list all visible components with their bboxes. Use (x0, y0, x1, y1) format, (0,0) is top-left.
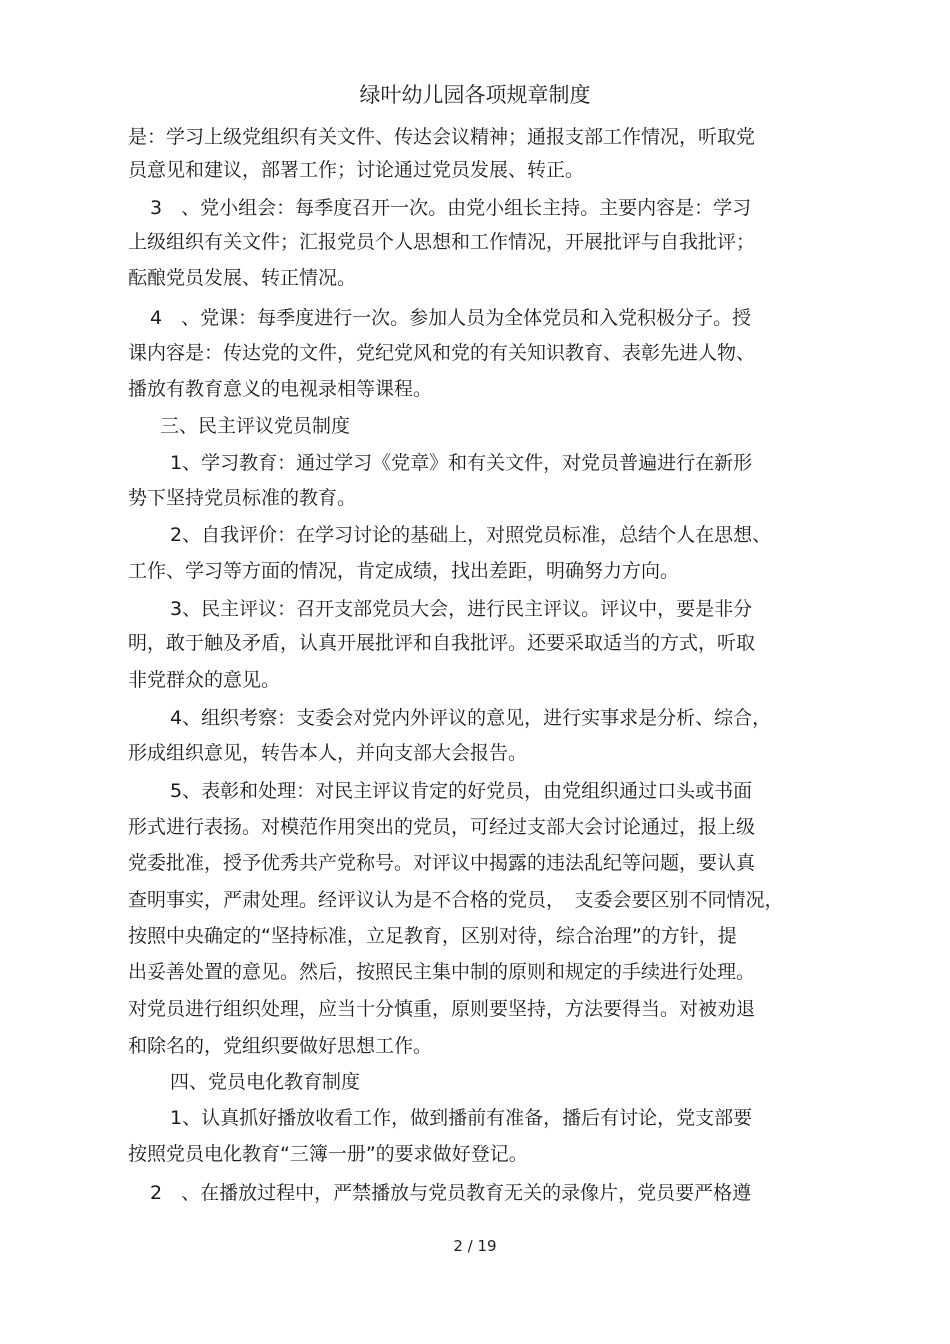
body-line: 明，敢于触及矛盾，认真开展批评和自我批评。还要采取适当的方式，听取 (128, 632, 756, 654)
body-line: 势下坚持党员标准的教育。 (128, 487, 357, 509)
page-number: 2 / 19 (453, 1237, 497, 1255)
body-line: 播放有教育意义的电视录相等课程。 (128, 378, 433, 400)
document-title: 绿叶幼儿园各项规章制度 (359, 83, 591, 107)
body-line: 4 、党课：每季度进行一次。参加人员为全体党员和入党积极分子。授 (150, 307, 752, 329)
section-heading: 三、民主评议党员制度 (160, 415, 351, 437)
body-line: 非党群众的意见。 (128, 669, 281, 691)
body-line: 课内容是：传达党的文件，党纪党风和党的有关知识教育、表彰先进人物、 (128, 342, 756, 364)
body-line: 1、学习教育：通过学习《党章》和有关文件，对党员普遍进行在新形 (170, 452, 753, 474)
body-line: 4、组织考察：支委会对党内外评议的意见，进行实事求是分析、综合， (170, 707, 772, 729)
body-line: 形成组织意见，转告本人，并向支部大会报告。 (128, 742, 528, 764)
body-line: 和除名的，党组织要做好思想工作。 (128, 1035, 433, 1057)
body-line: 员意见和建议，部署工作；讨论通过党员发展、转正。 (128, 159, 585, 181)
body-line: 工作、学习等方面的情况，肯定成绩，找出差距，明确努力方向。 (128, 560, 680, 582)
body-line: 是：学习上级党组织有关文件、传达会议精神；通报支部工作情况，听取党 (128, 126, 756, 148)
body-line: 形式进行表扬。对模范作用突出的党员，可经过支部大会讨论通过，报上级 (128, 816, 756, 838)
body-line: 按照党员电化教育“三簿一册”的要求做好登记。 (128, 1143, 528, 1165)
section-heading: 四、党员电化教育制度 (170, 1071, 361, 1093)
body-line: 按照中央确定的“坚持标准，立足教育，区别对待，综合治理”的方针，提 (128, 925, 737, 947)
body-line: 查明事实，严肃处理。经评议认为是不合格的党员， 支委会要区别不同情况， (128, 889, 784, 911)
body-line: 党委批准，授予优秀共产党称号。对评议中揭露的违法乱纪等问题，要认真 (128, 852, 756, 874)
body-line: 5、表彰和处理：对民主评议肯定的好党员，由党组织通过口头或书面 (170, 780, 753, 802)
body-line: 2、自我评价：在学习讨论的基础上，对照党员标准，总结个人在思想、 (170, 524, 772, 546)
body-line: 2 、在播放过程中，严禁播放与党员教育无关的录像片，党员要严格遵 (150, 1182, 752, 1204)
body-line: 3 、党小组会：每季度召开一次。由党小组长主持。主要内容是：学习 (150, 197, 752, 219)
body-line: 对党员进行组织处理，应当十分慎重，原则要坚持，方法要得当。对被劝退 (128, 998, 756, 1020)
body-line: 上级组织有关文件；汇报党员个人思想和工作情况，开展批评与自我批评； (128, 231, 756, 253)
body-line: 酝酿党员发展、转正情况。 (128, 267, 357, 289)
body-line: 1、认真抓好播放收看工作，做到播前有准备，播后有讨论，党支部要 (170, 1107, 753, 1129)
body-line: 3、民主评议：召开支部党员大会，进行民主评议。评议中，要是非分 (170, 598, 753, 620)
body-line: 出妥善处置的意见。然后，按照民主集中制的原则和规定的手续进行处理。 (128, 961, 756, 983)
